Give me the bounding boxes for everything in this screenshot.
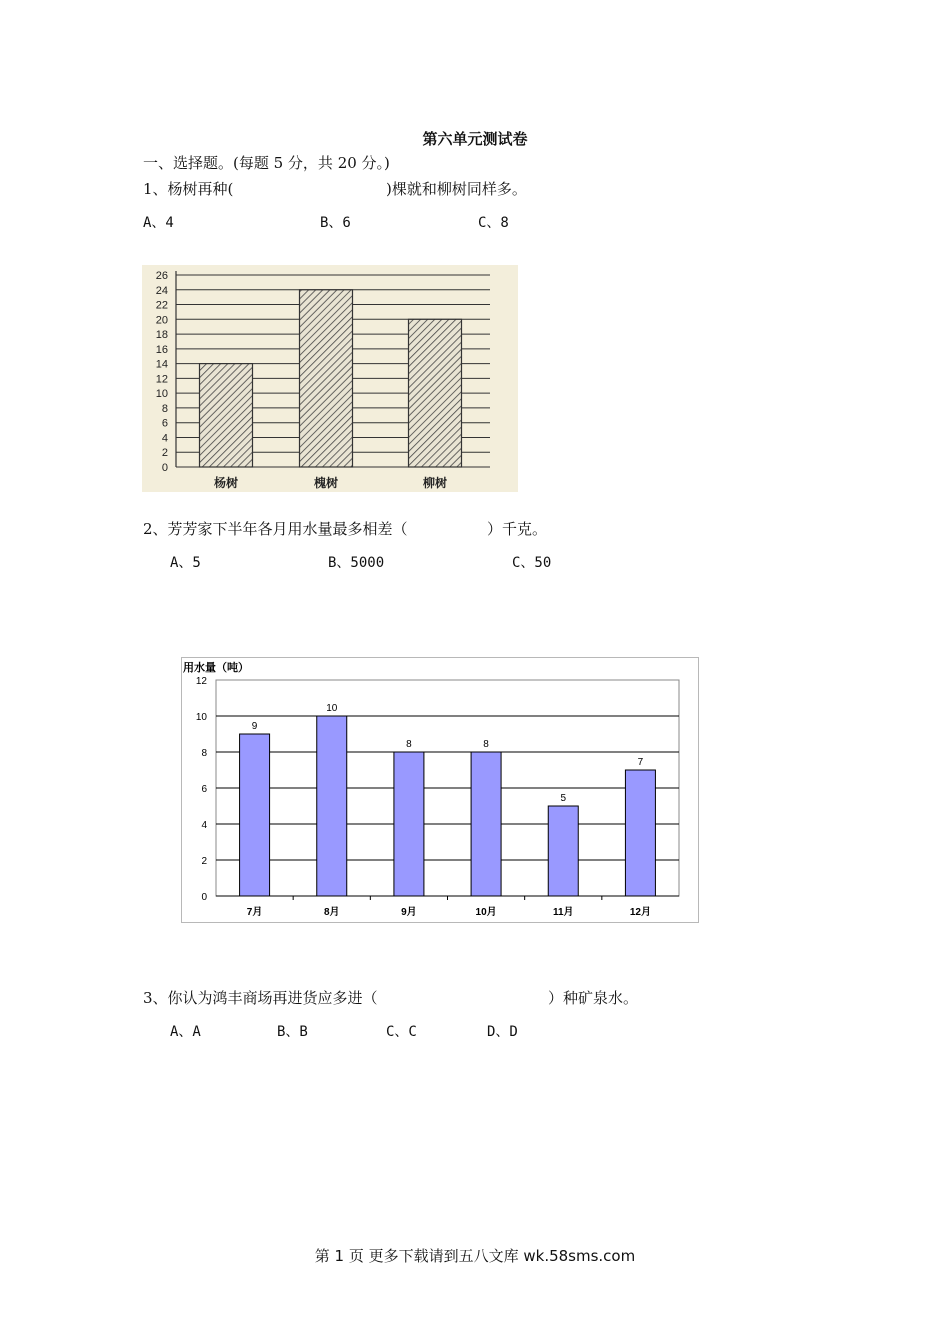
water-usage-bar-chart bbox=[181, 657, 699, 923]
question-2-option-b: B、5000 bbox=[328, 555, 385, 571]
page-footer: 第 1 页 更多下载请到五八文库 wk.58sms.com bbox=[314, 1247, 636, 1265]
question-2-stem-end: ）千克。 bbox=[487, 520, 548, 538]
chart-2-data-label: 7 bbox=[637, 757, 644, 768]
chart-2-bar bbox=[548, 806, 578, 896]
question-1-option-b: B、6 bbox=[320, 215, 351, 231]
chart-1-y-tick-label: 4 bbox=[161, 432, 168, 445]
chart-1-bar bbox=[200, 364, 253, 467]
chart-1-bar bbox=[300, 290, 353, 467]
question-3-option-c: C、C bbox=[386, 1024, 417, 1040]
chart-2-data-label: 8 bbox=[406, 739, 412, 750]
chart-2-bar bbox=[240, 734, 270, 896]
chart-1-y-tick-label: 8 bbox=[161, 402, 168, 415]
chart-1-y-tick-label: 18 bbox=[155, 329, 168, 342]
chart-2-bar bbox=[317, 716, 347, 896]
section-heading: 一、选择题。(每题 5 分，共 20 分。) bbox=[143, 154, 390, 172]
chart-2-y-tick-label: 12 bbox=[195, 676, 207, 687]
chart-1-y-tick-label: 14 bbox=[155, 358, 168, 371]
question-3-option-b: B、B bbox=[277, 1024, 308, 1040]
chart-1-y-tick-label: 16 bbox=[155, 343, 168, 356]
chart-1-x-tick-label: 柳树 bbox=[422, 476, 448, 490]
chart-1-y-tick-label: 22 bbox=[155, 299, 168, 312]
chart-2-bar bbox=[394, 752, 424, 896]
chart-1-bar bbox=[409, 319, 462, 467]
chart-2-bar bbox=[625, 770, 655, 896]
chart-2-y-tick-label: 8 bbox=[201, 748, 207, 759]
chart-2-x-tick-label: 11月 bbox=[552, 907, 574, 918]
question-2-option-a: A、5 bbox=[170, 555, 201, 571]
question-2-stem-start: 2、芳芳家下半年各月用水量最多相差（ bbox=[143, 520, 408, 538]
question-3-stem-start: 3、你认为鸿丰商场再进货应多进（ bbox=[143, 989, 378, 1007]
chart-2-x-tick-label: 9月 bbox=[401, 907, 417, 918]
chart-1-y-tick-label: 6 bbox=[161, 417, 168, 430]
chart-2-x-tick-label: 10月 bbox=[475, 907, 497, 918]
chart-1-x-tick-label: 槐树 bbox=[313, 476, 339, 490]
page-title: 第六单元测试卷 bbox=[422, 130, 528, 148]
chart-2-y-tick-label: 10 bbox=[195, 712, 207, 723]
question-3-option-d: D、D bbox=[487, 1024, 518, 1040]
chart-1-y-tick-label: 26 bbox=[155, 270, 168, 282]
chart-1-y-tick-label: 0 bbox=[161, 462, 168, 474]
chart-1-y-tick-label: 12 bbox=[155, 373, 168, 386]
question-1-option-a: A、4 bbox=[143, 215, 174, 231]
chart-2-x-tick-label: 12月 bbox=[629, 907, 651, 918]
chart-2-x-tick-label: 8月 bbox=[323, 907, 340, 918]
chart-1-y-tick-label: 24 bbox=[155, 284, 168, 297]
chart-2-x-tick-label: 7月 bbox=[246, 907, 263, 918]
question-1-stem-start: 1、杨树再种( bbox=[143, 180, 234, 198]
chart-2-data-label: 10 bbox=[326, 703, 338, 714]
question-1-stem-end: )棵就和柳树同样多。 bbox=[386, 180, 527, 198]
question-3-stem-end: ）种矿泉水。 bbox=[548, 989, 639, 1007]
tree-bar-chart bbox=[142, 265, 518, 492]
chart-1-y-tick-label: 2 bbox=[161, 447, 168, 460]
chart-2-y-tick-label: 2 bbox=[201, 856, 207, 867]
chart-2-y-tick-label: 4 bbox=[201, 820, 207, 831]
chart-1-x-tick-label: 杨树 bbox=[213, 476, 239, 490]
chart-2-y-tick-label: 6 bbox=[201, 784, 207, 795]
chart-1-y-tick-label: 20 bbox=[155, 314, 168, 327]
question-3-option-a: A、A bbox=[170, 1024, 201, 1040]
question-2-option-c: C、50 bbox=[512, 555, 552, 571]
chart-1-y-tick-label: 10 bbox=[155, 388, 168, 401]
chart-2-data-label: 9 bbox=[251, 721, 258, 732]
chart-2-data-label: 8 bbox=[483, 739, 489, 750]
question-1-option-c: C、8 bbox=[478, 215, 509, 231]
chart-2-y-tick-label: 0 bbox=[201, 892, 207, 903]
chart-2-bar bbox=[471, 752, 501, 896]
chart-2-data-label: 5 bbox=[560, 793, 567, 804]
chart-2-y-axis-title: 用水量（吨） bbox=[183, 662, 249, 674]
